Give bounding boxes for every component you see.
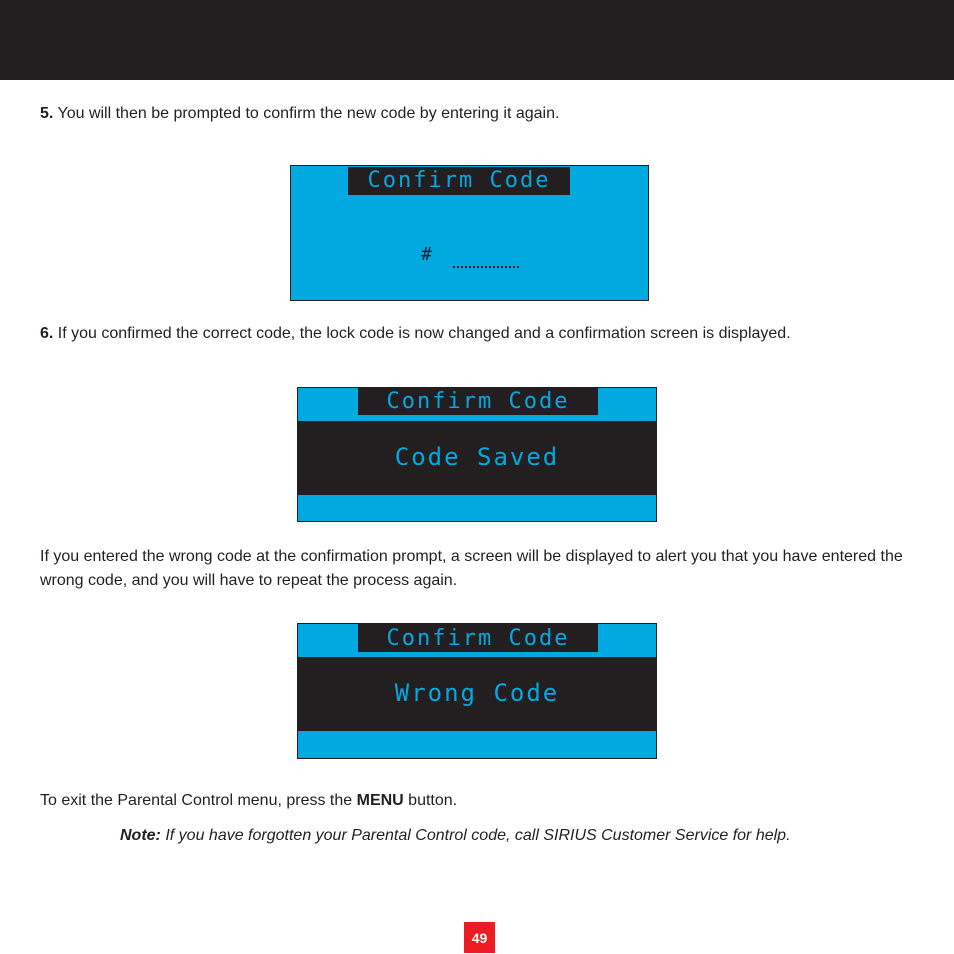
page-number-badge: 49 xyxy=(464,922,495,953)
step-5-number: 5. xyxy=(40,105,54,122)
lcd-screen-confirm-entry xyxy=(290,165,649,301)
exit-text-after: button. xyxy=(403,792,458,809)
header-bar xyxy=(0,0,954,80)
menu-button-label: MENU xyxy=(356,792,404,809)
note-paragraph xyxy=(120,826,791,846)
lcd-title: Confirm Code xyxy=(358,624,598,652)
note-text: If you have forgotten your Parental Control code, call SIRIUS Customer Service for help. xyxy=(160,827,791,844)
exit-text-before: To exit the Parental Control menu, press the xyxy=(40,792,357,809)
lcd-message: Wrong Code xyxy=(298,657,656,731)
lcd-title: Confirm Code xyxy=(358,387,598,415)
code-cursor: # xyxy=(421,244,432,265)
lcd-screen-wrong-code xyxy=(297,623,657,759)
step-5-paragraph xyxy=(40,102,559,126)
step-6-paragraph xyxy=(40,322,791,346)
step-6-number: 6. xyxy=(40,325,54,342)
lcd-message: Code Saved xyxy=(298,421,656,495)
lcd-screen-code-saved xyxy=(297,387,657,522)
code-blanks xyxy=(453,264,519,268)
note-label: Note: xyxy=(120,827,161,844)
step-6-text: If you confirmed the correct code, the lock code is now changed and a confirmation screen is displayed. xyxy=(57,325,791,342)
lcd-title: Confirm Code xyxy=(348,167,570,195)
exit-paragraph xyxy=(40,789,457,813)
wrong-code-paragraph: If you entered the wrong code at the confirmation prompt, a screen will be displayed to alert you that you have entered the wrong code, and you will have to repeat the process again. xyxy=(40,548,903,589)
step-5-text: You will then be prompted to confirm the new code by entering it again. xyxy=(57,105,560,122)
